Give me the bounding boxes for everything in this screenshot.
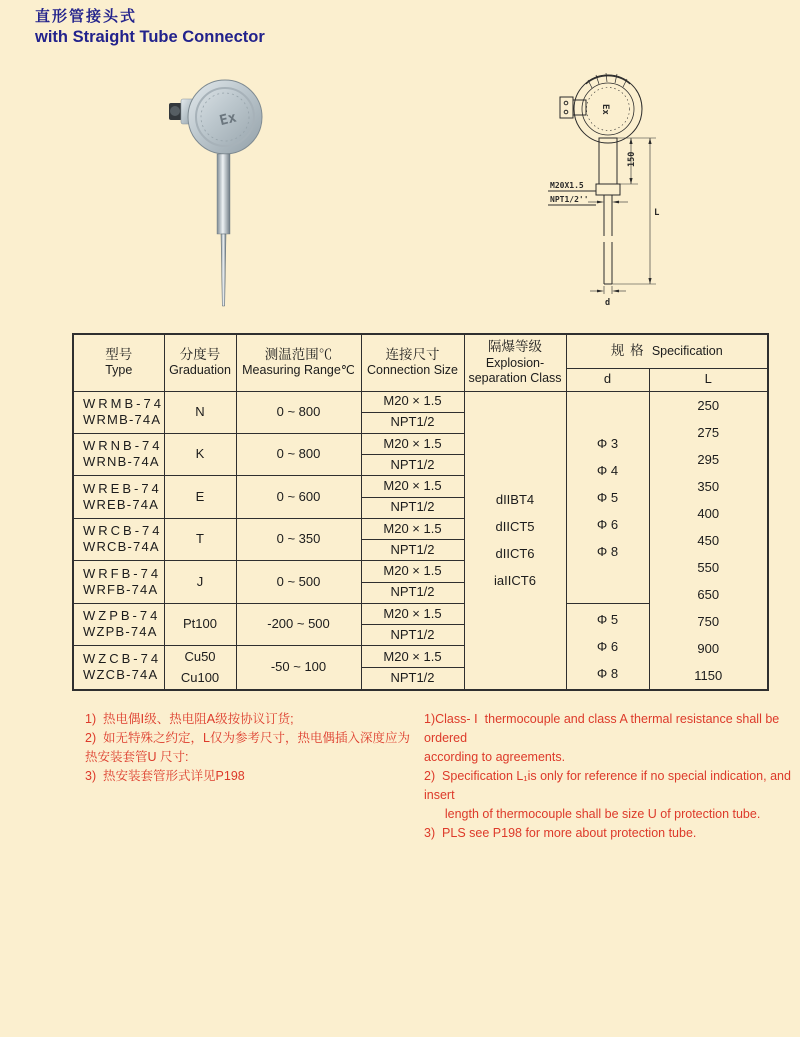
thread-label-npt: NPT1/2'' xyxy=(550,195,589,204)
diameter-cell xyxy=(566,391,649,603)
footnote-line: length of thermocouple shall be size U of protection tube. xyxy=(424,807,761,821)
graduation-value: Cu100 xyxy=(180,670,220,686)
length-value: 250 xyxy=(697,397,720,413)
col-header-graduation-en: Graduation xyxy=(169,363,231,378)
col-header-explosion xyxy=(464,334,566,391)
thermocouple-photo xyxy=(163,78,285,318)
length-value: 400 xyxy=(697,505,720,521)
range-cell: 0 ~ 800 xyxy=(236,391,361,433)
graduation-value: T xyxy=(196,531,204,547)
range-cell: -200 ~ 500 xyxy=(236,603,361,646)
conn-size-cell: M20 × 1.5 xyxy=(361,518,464,540)
range-cell: 0 ~ 350 xyxy=(236,518,361,561)
col-header-specification xyxy=(566,334,768,368)
col-header-connection xyxy=(361,334,464,391)
footnote-line: 3) PLS see P198 for more about protection tube. xyxy=(424,826,697,840)
length-value: 450 xyxy=(697,532,720,548)
thread-label-m20: M20X1.5 xyxy=(550,181,584,190)
page-title-zh: 直形管接头式 xyxy=(35,8,138,25)
col-header-spec-zh: 规 格 xyxy=(610,342,645,358)
conn-size-cell: NPT1/2 xyxy=(361,582,464,603)
col-header-range-zh: 测温范围℃ xyxy=(264,346,333,362)
footnote-line: 2) 如无特殊之约定，L仅为参考尺寸，热电偶插入深度应为 xyxy=(85,731,411,745)
col-header-type-zh: 型号 xyxy=(105,346,133,362)
col-header-l: L xyxy=(649,368,768,391)
length-value: 550 xyxy=(697,559,720,575)
graduation-value: E xyxy=(195,488,205,504)
model-name: WRNB-74 xyxy=(83,438,163,453)
spec-table-body xyxy=(73,391,768,690)
length-value: 900 xyxy=(697,640,720,656)
model-cell xyxy=(73,518,164,561)
conn-size-cell: M20 × 1.5 xyxy=(361,603,464,625)
diameter-value: Φ 8 xyxy=(596,665,619,681)
col-header-explosion-zh: 隔爆等级 xyxy=(488,338,542,354)
graduation-value: J xyxy=(196,573,204,589)
diagram-neck xyxy=(599,138,617,184)
diameter-value: Φ 8 xyxy=(596,543,619,559)
model-name: WZPB-74 xyxy=(83,608,161,623)
graduation-value: Cu50 xyxy=(184,649,216,665)
graduation-cell xyxy=(164,603,236,646)
length-value: 275 xyxy=(697,424,720,440)
model-name: WRCB-74 xyxy=(83,523,163,538)
model-name: WZCB-74 xyxy=(83,651,162,666)
length-value: 350 xyxy=(697,478,720,494)
conn-size-cell: M20 × 1.5 xyxy=(361,561,464,583)
col-header-graduation-zh: 分度号 xyxy=(179,346,221,362)
footnote-line: 3) 热安装套管形式详见P198 xyxy=(85,769,245,783)
dimension-diagram-image xyxy=(546,72,680,314)
range-cell: -50 ~ 100 xyxy=(236,646,361,690)
table-row xyxy=(73,391,768,412)
thermocouple-photo-image xyxy=(163,78,285,313)
model-cell xyxy=(73,561,164,604)
col-header-range xyxy=(236,334,361,391)
footnote-line: 2) Specification L₁is only for reference if no special indication, and insert xyxy=(424,769,795,802)
conn-size-cell: NPT1/2 xyxy=(361,497,464,518)
model-name: WRMB-74A xyxy=(83,412,162,427)
col-header-type-en: Type xyxy=(105,363,133,378)
model-cell xyxy=(73,391,164,433)
dim-l-label: L xyxy=(654,208,660,218)
range-cell: 0 ~ 600 xyxy=(236,476,361,519)
model-name: WRMB-74 xyxy=(83,395,164,411)
dimension-diagram xyxy=(546,72,680,319)
length-cell xyxy=(649,391,768,690)
model-name: WRFB-74 xyxy=(83,565,162,581)
conn-size-cell: M20 × 1.5 xyxy=(361,391,464,412)
model-name: WRCB-74A xyxy=(83,539,160,555)
diameter-value: Φ 4 xyxy=(596,462,619,478)
conn-size-cell: NPT1/2 xyxy=(361,540,464,561)
explosion-class-value: dIIBT4 xyxy=(495,492,535,507)
graduation-cell xyxy=(164,476,236,519)
length-value: 750 xyxy=(697,613,720,629)
conn-size-cell: NPT1/2 xyxy=(361,412,464,433)
col-header-explosion-en1: Explosion- xyxy=(485,355,545,370)
range-cell: 0 ~ 500 xyxy=(236,561,361,604)
graduation-cell xyxy=(164,391,236,433)
conn-size-cell: M20 × 1.5 xyxy=(361,646,464,668)
page-title xyxy=(35,5,265,47)
footnote-line: according to agreements. xyxy=(424,750,566,764)
length-value: 1150 xyxy=(694,667,723,683)
col-header-graduation xyxy=(164,334,236,391)
conn-size-cell: NPT1/2 xyxy=(361,625,464,646)
model-name: WZPB-74A xyxy=(83,624,158,640)
graduation-cell xyxy=(164,646,236,690)
diameter-value: Φ 6 xyxy=(596,638,619,654)
diagram-thread xyxy=(596,184,620,195)
neck-tube xyxy=(217,154,230,234)
model-name: WRNB-74A xyxy=(83,454,160,470)
model-cell xyxy=(73,476,164,519)
explosion-class-value: iaIICT6 xyxy=(494,573,536,588)
col-header-range-en: Measuring Range℃ xyxy=(242,363,355,378)
model-name: WREB-74A xyxy=(83,496,160,512)
explosion-class-value: dIICT6 xyxy=(495,546,535,561)
graduation-value: K xyxy=(195,446,205,462)
graduation-cell xyxy=(164,433,236,476)
footnotes-zh xyxy=(85,710,420,786)
col-header-connection-en: Connection Size xyxy=(366,363,459,378)
diameter-value: Φ 5 xyxy=(596,489,619,505)
conn-size-cell: NPT1/2 xyxy=(361,668,464,690)
footnote-line: 1) 热电偶Ⅰ级、热电阻A级按协议订货; xyxy=(85,712,294,726)
col-header-type xyxy=(73,334,164,391)
explosion-class-cell xyxy=(464,391,566,690)
page-title-en: with Straight Tube Connector xyxy=(35,28,265,46)
photo-ex-marking: Ex xyxy=(217,109,239,130)
diameter-value: Φ 3 xyxy=(596,435,619,451)
model-name: WZCB-74A xyxy=(83,667,159,683)
probe xyxy=(221,234,226,306)
graduation-cell xyxy=(164,561,236,604)
length-value: 295 xyxy=(697,451,720,467)
explosion-class-value: dIICT5 xyxy=(495,519,535,534)
model-cell xyxy=(73,603,164,646)
col-header-d: d xyxy=(566,368,649,391)
diagram-ex-marking: Ex xyxy=(600,104,610,115)
range-cell: 0 ~ 800 xyxy=(236,433,361,476)
graduation-value: N xyxy=(195,403,205,419)
model-name: WRFB-74A xyxy=(83,581,159,597)
diameter-value: Φ 5 xyxy=(596,611,619,627)
length-value: 650 xyxy=(697,586,720,602)
conn-size-cell: M20 × 1.5 xyxy=(361,476,464,498)
model-cell xyxy=(73,646,164,690)
footnote-line: 1)Class- Ⅰ thermocouple and class A thermal resistance shall be ordered xyxy=(424,712,783,745)
spec-table xyxy=(72,333,769,691)
graduation-value: Pt100 xyxy=(183,616,217,632)
col-header-explosion-en2: separation Class xyxy=(468,371,562,386)
model-name: WREB-74 xyxy=(83,480,162,496)
footnotes-en xyxy=(424,710,796,843)
diameter-value: Φ 6 xyxy=(596,516,619,532)
conn-size-cell: NPT1/2 xyxy=(361,455,464,476)
col-header-connection-zh: 连接尺寸 xyxy=(385,346,440,362)
dim-150-label: 150 xyxy=(627,151,637,167)
footnote-line: 热安装套管U 尺寸: xyxy=(85,750,189,764)
diameter-cell xyxy=(566,603,649,690)
conn-size-cell: M20 × 1.5 xyxy=(361,433,464,455)
model-cell xyxy=(73,433,164,476)
graduation-cell xyxy=(164,518,236,561)
dim-d-label: d xyxy=(605,298,611,308)
col-header-spec-en: Specification xyxy=(651,343,723,358)
